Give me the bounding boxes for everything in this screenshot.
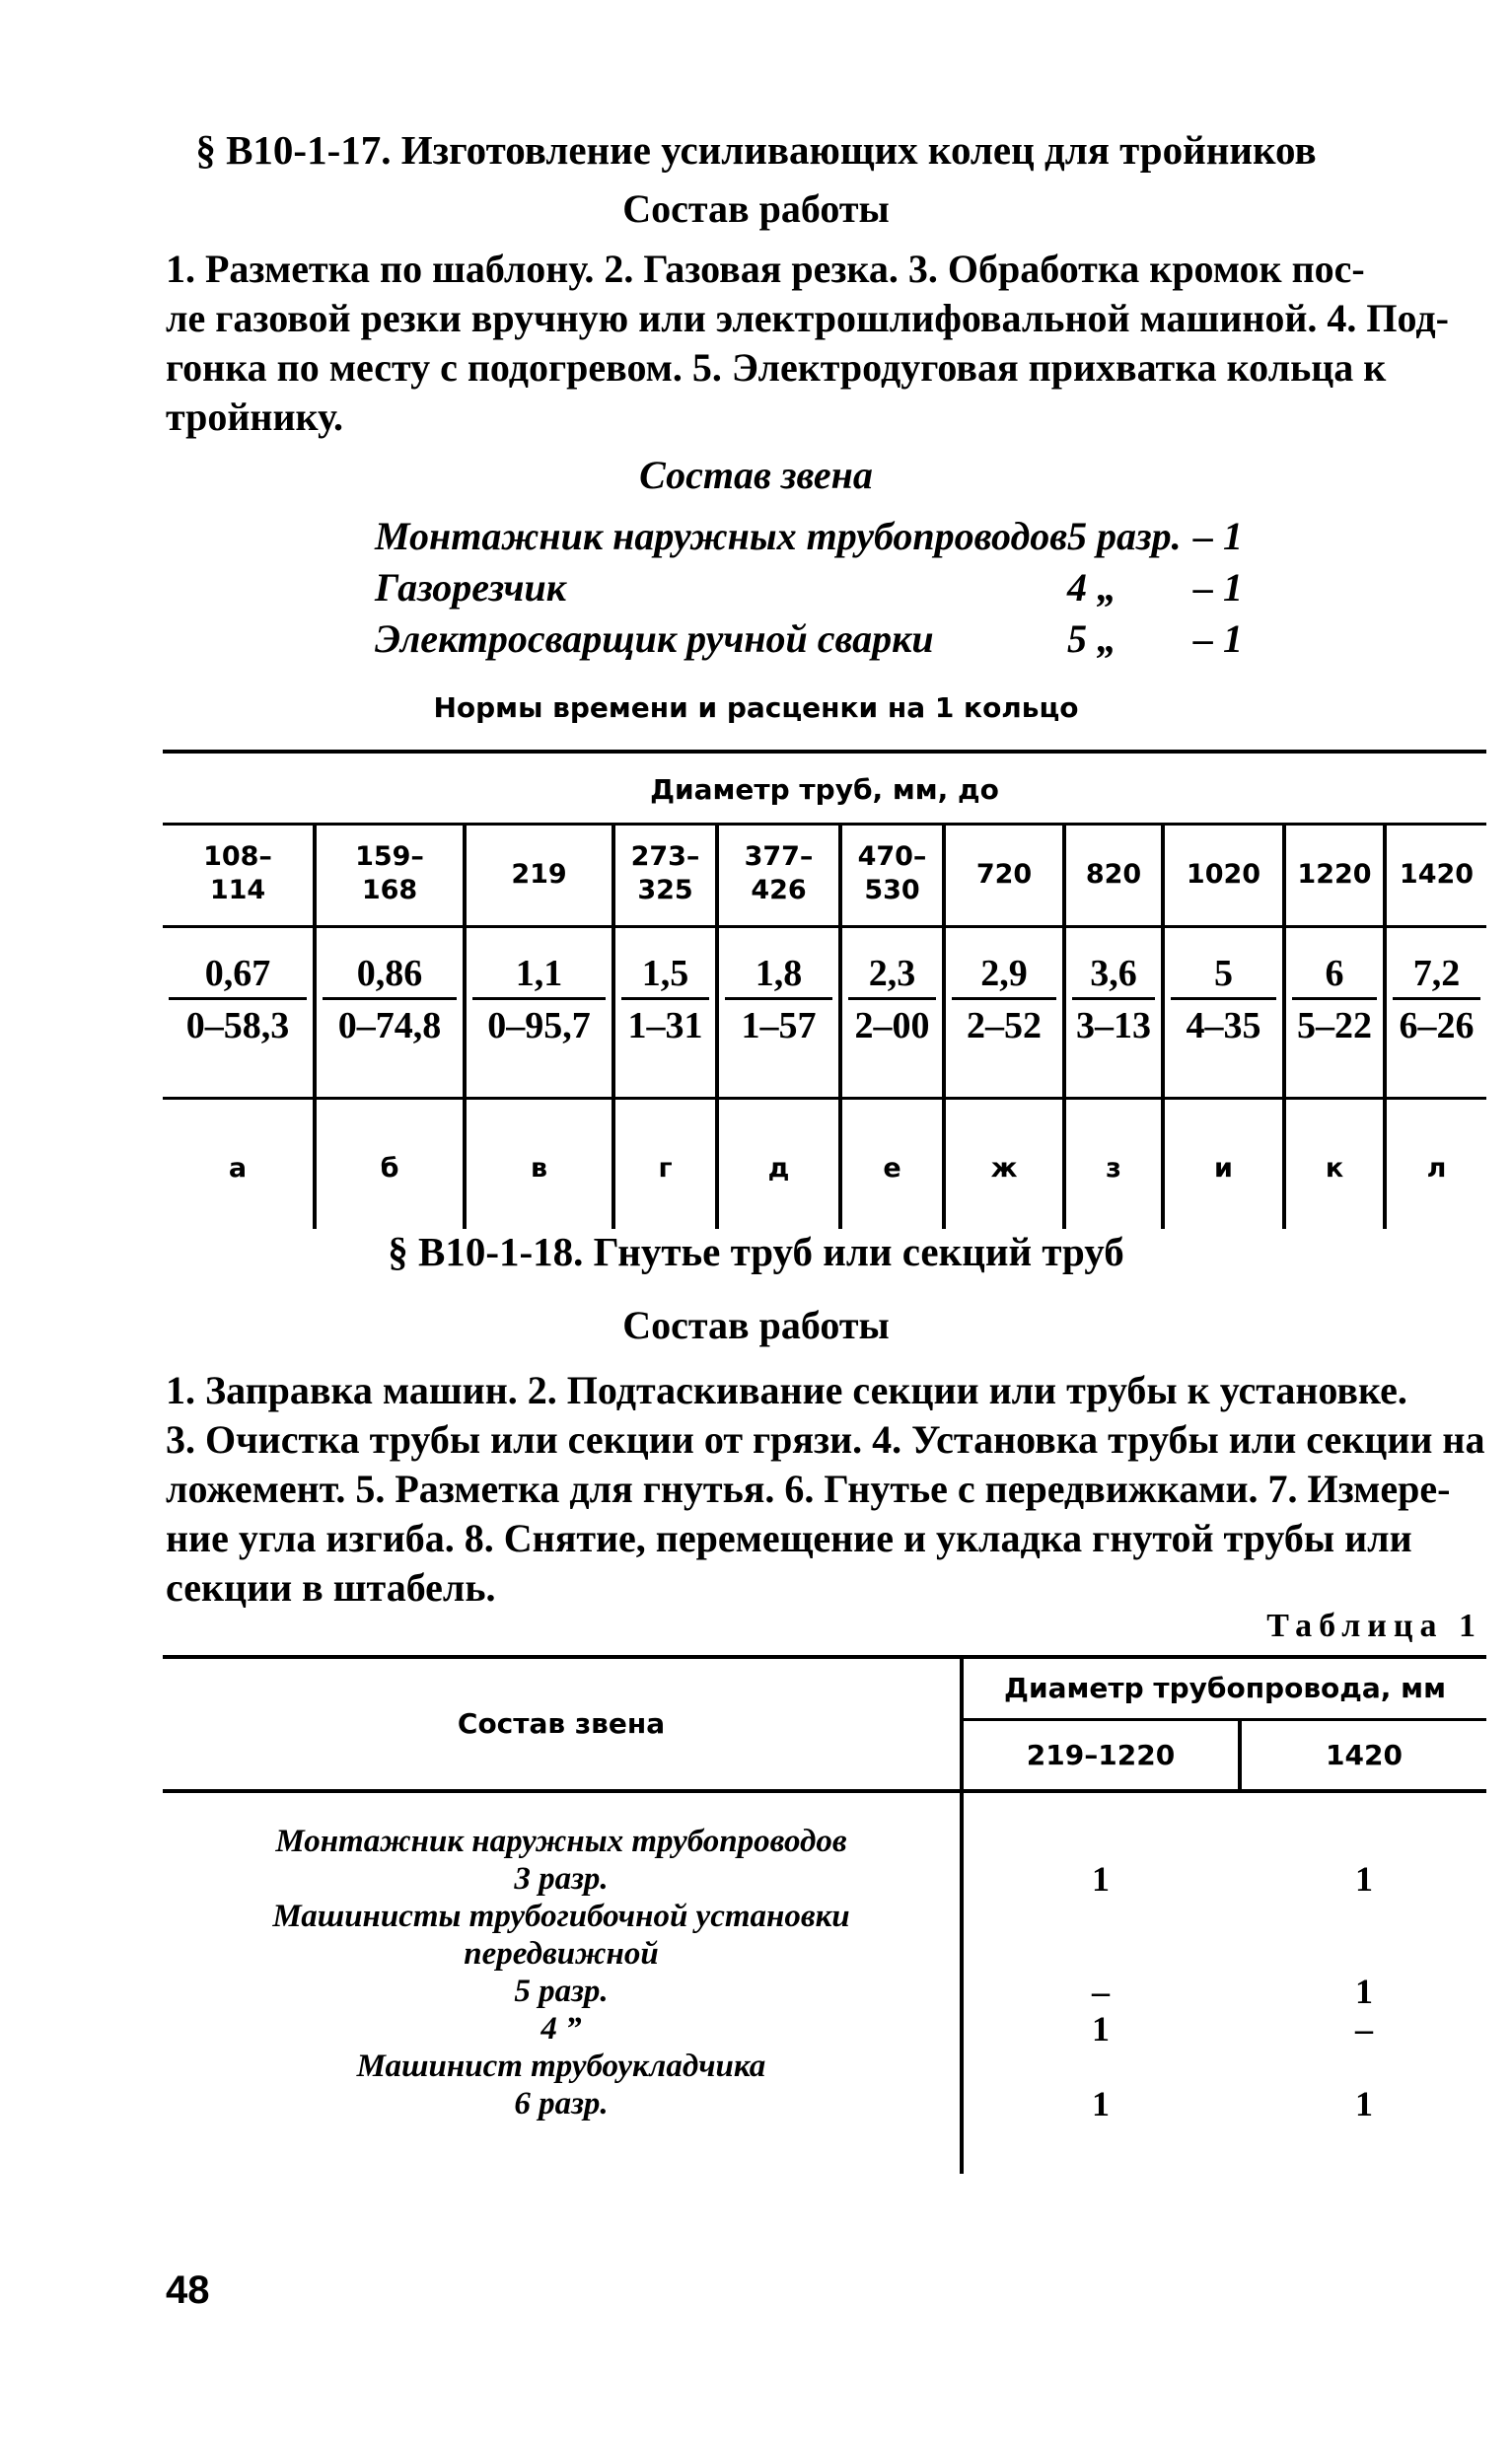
column-header: 1420 (1326, 1739, 1403, 1771)
table-rule (163, 1789, 1486, 1793)
work-line: 1. Заправка машин. 2. Подтаскивание секции или трубы к установке. (166, 1368, 1407, 1412)
work-heading: Состав работы (622, 186, 890, 231)
table-value: – (1092, 1972, 1110, 2011)
crew-header: Состав звена (457, 1707, 666, 1740)
norm-rate-cell (946, 952, 1062, 1047)
table-label: Таблица 1 (1266, 1608, 1482, 1644)
column-letter: б (380, 1153, 399, 1184)
work-line: тройнику. (166, 395, 343, 439)
work-description (166, 1366, 1489, 1613)
table-group-header: Диаметр труб, мм, до (650, 773, 999, 806)
page-number: 48 (166, 2268, 210, 2312)
column-header: 470– 530 (857, 841, 927, 905)
crew-list (375, 511, 1312, 669)
column-header: 159– 168 (355, 841, 424, 905)
rate-value: 2–52 (967, 1005, 1042, 1046)
column-letter: з (1106, 1153, 1121, 1184)
crew-line: 5 разр. (514, 1974, 609, 2009)
work-line: гонка по месту с подогревом. 5. Электродуговая прихватка кольца к (166, 345, 1387, 390)
crew-table (163, 1655, 1486, 2178)
crew-line: передвижной (464, 1936, 659, 1972)
norm-rate-cell (163, 952, 313, 1047)
norm-value: 0,67 (169, 952, 307, 1000)
column-header: 108– 114 (203, 841, 272, 905)
crew-grade: 4 „ (1067, 565, 1116, 610)
crew-line: 6 разр. (514, 2086, 609, 2121)
crew-line: 4 ” (540, 2011, 582, 2047)
rate-value: 2–00 (854, 1005, 930, 1046)
work-line: ле газовой резки вручную или электрошлифовальной машиной. 4. Под- (166, 296, 1449, 340)
table-value: 1 (1355, 1972, 1373, 2011)
work-heading: Состав работы (622, 1303, 890, 1347)
norm-value: 7,2 (1393, 952, 1480, 1000)
column-letter: в (530, 1153, 548, 1184)
table-value: 1 (1355, 2084, 1373, 2123)
crew-count: – 1 (1193, 565, 1243, 610)
section-title: § В10-1-17. Изготовление усиливающих колец для тройников (195, 127, 1317, 173)
crew-role: Монтажник наружных трубопроводов (375, 514, 1068, 558)
norm-rate-cell (615, 952, 715, 1047)
norm-rate-cell (317, 952, 463, 1047)
table-rule (163, 1655, 1486, 1659)
table-value: 1 (1355, 1859, 1373, 1899)
rate-value: 1–31 (627, 1005, 703, 1046)
crew-role: Электросварщик ручной сварки (375, 616, 934, 661)
rate-value: 4–35 (1186, 1005, 1261, 1046)
norm-rate-cell (1165, 952, 1282, 1047)
column-letter: г (658, 1153, 673, 1184)
column-header: 219 (511, 859, 567, 890)
crew-heading: Состав звена (639, 453, 873, 497)
table-value: 1 (1092, 2084, 1110, 2123)
column-header: 377– 426 (744, 841, 814, 905)
crew-line: Машинист трубоукладчика (356, 2049, 766, 2084)
table-rule (163, 925, 1486, 928)
norm-value: 6 (1292, 952, 1377, 1000)
norm-rate-cell (719, 952, 838, 1047)
column-letter: а (228, 1153, 248, 1184)
norm-value: 1,1 (472, 952, 606, 1000)
norm-rate-cell (1387, 952, 1486, 1047)
norm-value: 3,6 (1072, 952, 1155, 1000)
table-value: 1 (1092, 1859, 1110, 1899)
table-col-spacer (1238, 1793, 1242, 1921)
column-header: 273– 325 (630, 841, 700, 905)
column-letter: к (1325, 1153, 1344, 1184)
crew-grade: 5 „ (1067, 616, 1116, 661)
norm-value: 0,86 (323, 952, 457, 1000)
norm-value: 5 (1171, 952, 1276, 1000)
column-header: 720 (975, 859, 1033, 890)
column-header: 1020 (1186, 859, 1261, 890)
rate-value: 0–95,7 (487, 1005, 591, 1046)
column-header: 219–1220 (1026, 1739, 1176, 1771)
norm-rate-cell (842, 952, 942, 1047)
crew-line: Машинисты трубогибочной установки (272, 1899, 850, 1934)
table-value: 1 (1092, 2009, 1110, 2049)
table-rule (962, 1718, 1486, 1721)
rate-value: 5–22 (1297, 1005, 1372, 1046)
table-rule (163, 823, 1486, 826)
norm-value: 1,5 (621, 952, 709, 1000)
norm-value: 2,3 (848, 952, 936, 1000)
work-line: ние угла изгиба. 8. Снятие, перемещение и укладка гнутой трубы или (166, 1516, 1412, 1560)
crew-line: 3 разр. (514, 1861, 609, 1897)
column-letter: д (767, 1153, 790, 1184)
table-value: – (1355, 2009, 1373, 2049)
rate-value: 0–58,3 (185, 1005, 290, 1046)
norm-rate-cell (467, 952, 612, 1047)
norms-table (163, 750, 1486, 1223)
column-letter: и (1214, 1153, 1233, 1184)
norm-rate-cell (1066, 952, 1161, 1047)
column-header: 820 (1085, 859, 1142, 890)
crew-line: Монтажник наружных трубопроводов (275, 1824, 847, 1859)
column-letter: е (883, 1153, 901, 1184)
norm-value: 1,8 (725, 952, 832, 1000)
column-letter: ж (990, 1153, 1018, 1184)
rate-value: 0–74,8 (337, 1005, 442, 1046)
crew-count: – 1 (1193, 616, 1243, 661)
norm-value: 2,9 (952, 952, 1056, 1000)
work-line: секции в штабель. (166, 1565, 496, 1610)
column-header: 1220 (1297, 859, 1372, 890)
norm-rate-cell (1286, 952, 1383, 1047)
work-line: 1. Разметка по шаблону. 2. Газовая резка. 3. Обработка кромок пос- (166, 247, 1365, 291)
rate-value: 1–57 (741, 1005, 817, 1046)
crew-role: Газорезчик (375, 565, 567, 610)
crew-grade: 5 разр. (1067, 514, 1182, 558)
crew-count: – 1 (1193, 514, 1243, 558)
table-rule (163, 1097, 1486, 1100)
rate-value: 3–13 (1076, 1005, 1151, 1046)
section-title: § В10-1-18. Гнутье труб или секций труб (388, 1229, 1124, 1274)
column-letter: л (1426, 1153, 1447, 1184)
norms-heading: Нормы времени и расценки на 1 кольцо (433, 691, 1079, 724)
column-header: 1420 (1399, 859, 1475, 890)
work-line: ложемент. 5. Разметка для гнутья. 6. Гнутье с передвижками. 7. Измере- (166, 1467, 1451, 1511)
work-description (166, 245, 1489, 442)
work-line: 3. Очистка трубы или секции от грязи. 4. Установка трубы или секции на (166, 1417, 1485, 1462)
diameter-header: Диаметр трубопровода, мм (1004, 1672, 1446, 1704)
rate-value: 6–26 (1399, 1005, 1475, 1046)
table-rule (163, 750, 1486, 754)
